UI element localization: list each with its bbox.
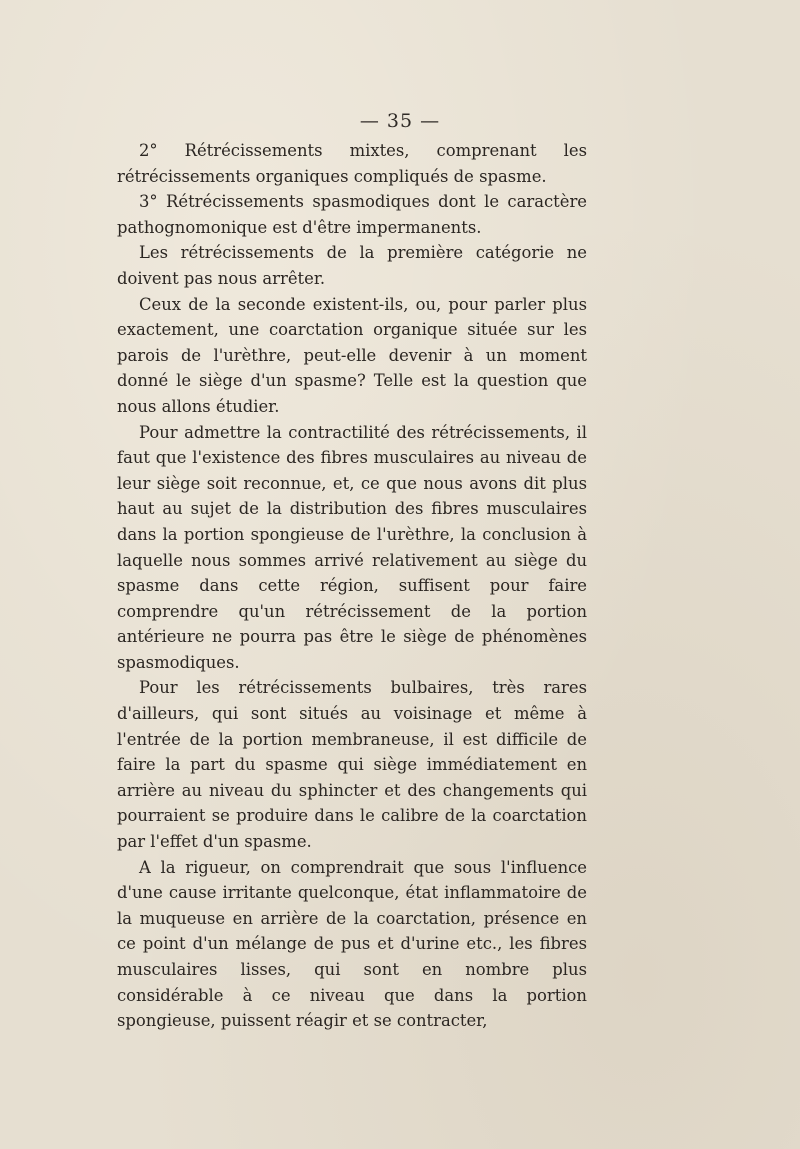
paragraph: Les rétrécissements de la première catégorie ne doivent pas nous arrêter. (117, 243, 587, 288)
paragraph: A la rigueur, on comprendrait que sous l'influence d'une cause irritante quelconque, état inflammatoire de la muqueuse en arrière de la coarctation, présence en ce point d'un mélange de pus et d'urine etc., les fibres musculaires lisses, qui sont en nombre plus considérable à ce niveau que dans la portion spongieuse, puissent réagir et se contracter, (117, 857, 587, 1031)
paragraph: Ceux de la seconde existent-ils, ou, pour parler plus exactement, une coarctation organique située sur les parois de l'urèthre, peut-elle devenir à un moment donné le siège d'un spasme? Telle est la question que nous allons étudier. (117, 294, 587, 416)
paragraph: 2° Rétrécissements mixtes, comprenant les rétrécissements organiques compliqués de spasme. (117, 141, 587, 186)
paragraph: Pour les rétrécissements bulbaires, très rares d'ailleurs, qui sont situés au voisinage et même à l'entrée de la portion membraneuse, il est difficile de faire la part du spasme qui siège immédiatement en arrière au niveau du sphincter et des changements qui pourraient se produire dans le calibre de la coarctation par l'effet d'un spasme. (117, 678, 587, 852)
page-number: — 35 — (359, 110, 441, 132)
paragraph: Pour admettre la contractilité des rétrécissements, il faut que l'existence des fibres musculaires au niveau de leur siège soit reconnue, et, ce que nous avons dit plus haut au sujet de la distribution des fibres musculaires dans la portion spongieuse de l'urèthre, la conclusion à laquelle nous sommes arrivé relativement au siège du spasme dans cette région, suffisent pour faire comprendre qu'un rétrécissement de la portion antérieure ne pourra pas être le siège de phénomènes spasmodiques. (117, 422, 587, 672)
paragraph: 3° Rétrécissements spasmodiques dont le caractère pathognomonique est d'être impermanents. (117, 192, 587, 237)
body-text (117, 138, 587, 1034)
